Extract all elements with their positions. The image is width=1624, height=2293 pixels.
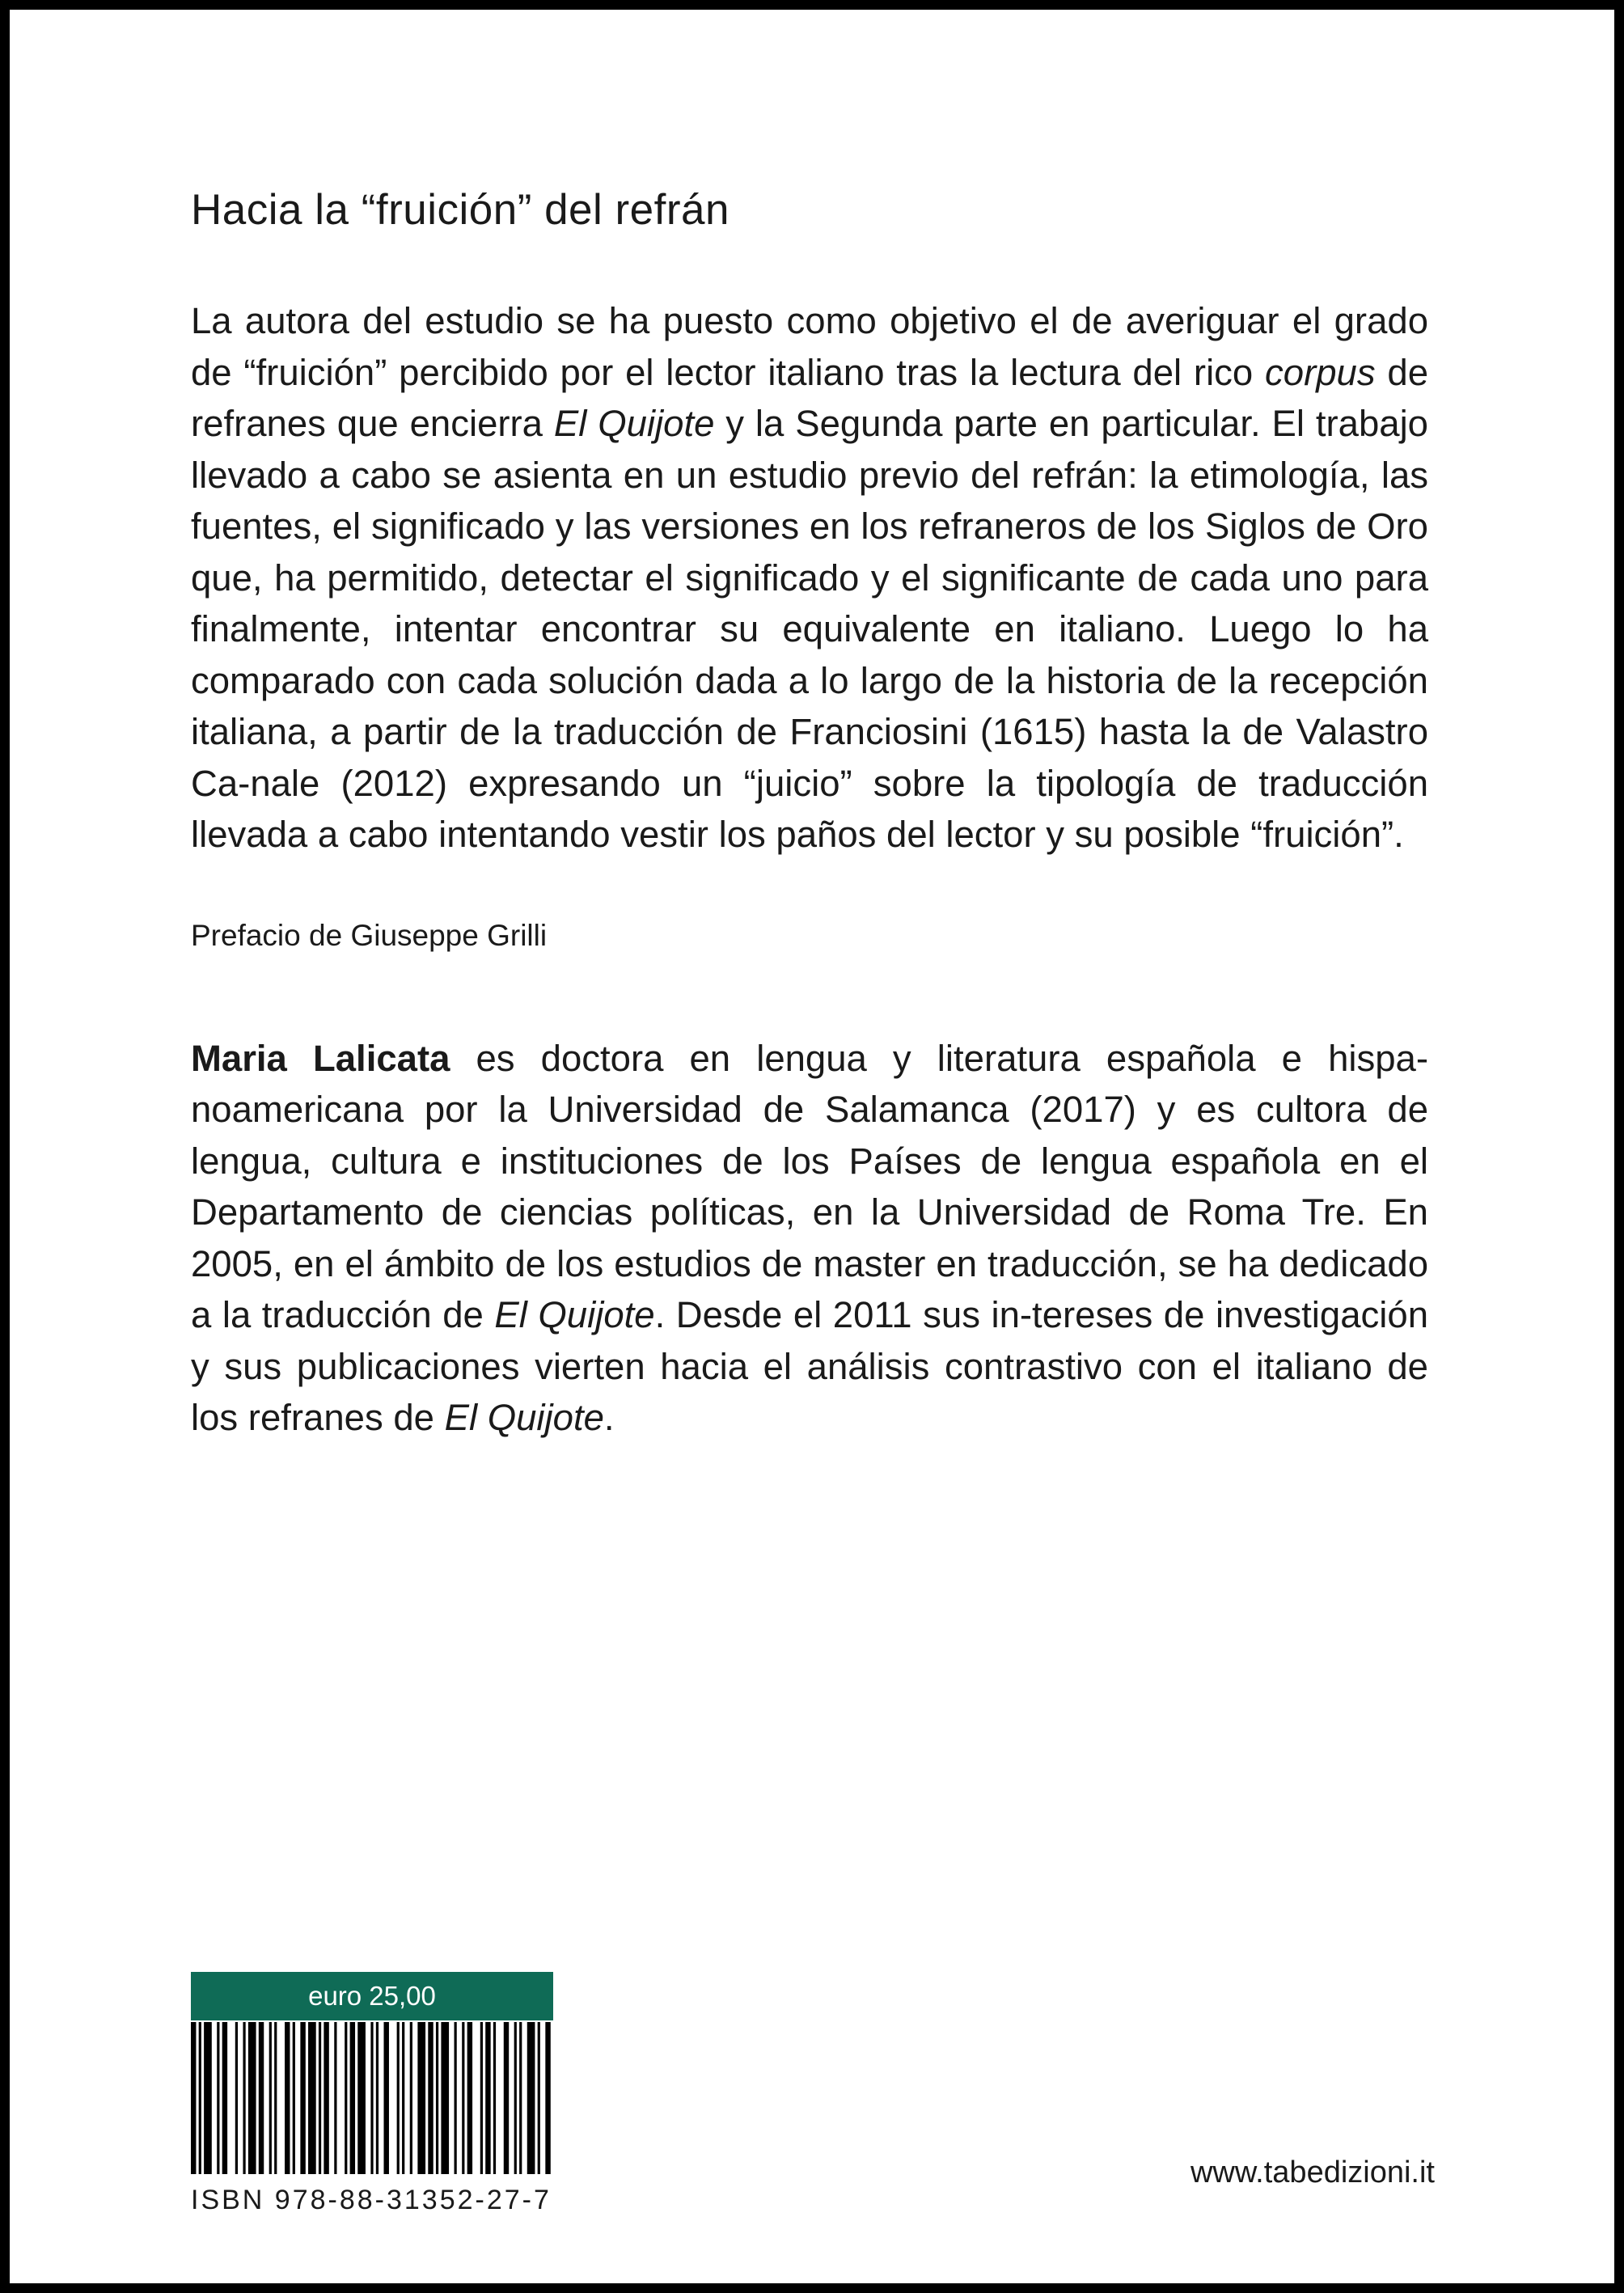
barcode-bar: [285, 2022, 290, 2174]
book-title: Hacia la “fruición” del refrán: [191, 186, 730, 234]
barcode-bar: [357, 2022, 366, 2174]
back-cover-text: [191, 182, 1428, 1444]
bio-quijote-2: El Quijote: [444, 1397, 604, 1438]
barcode-bar: [300, 2022, 305, 2174]
barcode-bar: [199, 2022, 201, 2174]
synopsis-quijote: El Quijote: [553, 403, 715, 444]
barcode-bar: [441, 2022, 449, 2174]
barcode-bar: [545, 2022, 550, 2174]
barcode-block: [191, 1972, 553, 2216]
bio-text-3: .: [603, 1397, 615, 1438]
barcode-bar: [410, 2022, 412, 2174]
barcode-bar: [485, 2022, 490, 2174]
price-label: euro 25,00: [191, 1972, 553, 2020]
preface-credit: Prefacio de Giuseppe Grilli: [191, 918, 548, 952]
synopsis-text-1: La autora del estudio se ha puesto como objetivo el de averiguar el grado de “fruición” percibido por el lector italiano tras la lectura del rico: [191, 300, 1428, 393]
barcode-bar: [324, 2022, 328, 2174]
bio-quijote-1: El Quijote: [494, 1294, 655, 1335]
barcode-bar: [293, 2022, 295, 2174]
barcode-bar: [436, 2022, 438, 2174]
author-bio: [191, 1033, 1428, 1444]
barcode-bar: [319, 2022, 321, 2174]
barcode-bar: [504, 2022, 509, 2174]
barcode-bar: [493, 2022, 496, 2174]
barcode-bar: [455, 2022, 457, 2174]
barcode-bar: [334, 2022, 336, 2174]
barcode-image: [191, 2022, 553, 2174]
synopsis-paragraph: [191, 295, 1428, 861]
barcode-bar: [417, 2022, 425, 2174]
barcode-bar: [538, 2022, 540, 2174]
barcode-bar: [519, 2022, 522, 2174]
publisher-website: www.tabedizioni.it: [1190, 2156, 1435, 2189]
barcode-bar: [345, 2022, 347, 2174]
barcode-bar: [259, 2022, 264, 2174]
barcode-bar: [350, 2022, 355, 2174]
barcode-bar: [222, 2022, 227, 2174]
barcode-bar: [480, 2022, 483, 2174]
barcode-bar: [384, 2022, 389, 2174]
barcode-bar: [376, 2022, 379, 2174]
barcode-bar: [269, 2022, 272, 2174]
barcode-bar: [308, 2022, 316, 2174]
barcode-bar: [467, 2022, 472, 2174]
barcode-bar: [462, 2022, 464, 2174]
barcode-bar: [243, 2022, 245, 2174]
barcode-bar: [235, 2022, 238, 2174]
barcode-bar: [527, 2022, 535, 2174]
barcode-bar: [397, 2022, 400, 2174]
synopsis-text-3: y la Segunda parte en particular. El trabajo llevado a cabo se asienta en un estudio previo del refrán: la etimología, las fuentes, el significado y las versiones en los refraneros de los Siglos de Oro que, ha permitido, detectar el significado y el significante de cada uno para finalmente, intentar encontrar su equivalente en italiano. Luego lo ha comparado con cada solución dada a lo largo de la historia de la recepción italiana, a partir de la traducción de Franciosini (1615) hasta la de Valastro Ca-nale (2012) expresando un “juicio” sobre la tipología de traducción llevada a cabo intentando vestir los paños del lector y su posible “fruición”.: [191, 403, 1428, 855]
isbn-number: ISBN 978-88-31352-27-7: [191, 2185, 552, 2215]
bio-text-1: es doctora en lengua y literatura española e hispa-noamericana por la Universidad de Salamanca (2017) y es cultora de lengua, cultura e instituciones de los Países de lengua española en el Departamento de ciencias políticas, en la Universidad de Roma Tre. En 2005, en el ámbito de los estudios de master en traducción, se ha dedicado a la traducción de: [191, 1037, 1428, 1335]
barcode-bar: [191, 2022, 196, 2174]
synopsis-text-2: de refranes que encierra: [191, 351, 1428, 444]
barcode-bar: [514, 2022, 517, 2174]
synopsis-corpus: corpus: [1265, 351, 1376, 393]
barcode-bar: [274, 2022, 277, 2174]
barcode-bar: [370, 2022, 373, 2174]
barcode-bar: [248, 2022, 256, 2174]
barcode-bar: [428, 2022, 433, 2174]
barcode-bar: [217, 2022, 219, 2174]
bio-text-2: . Desde el 2011 sus in-tereses de investigación y sus publicaciones vierten hacia el análisis contrastivo con el italiano de los refranes de: [191, 1294, 1428, 1438]
barcode-bar: [204, 2022, 212, 2174]
barcode-bar: [402, 2022, 404, 2174]
author-name: Maria Lalicata: [191, 1037, 450, 1079]
